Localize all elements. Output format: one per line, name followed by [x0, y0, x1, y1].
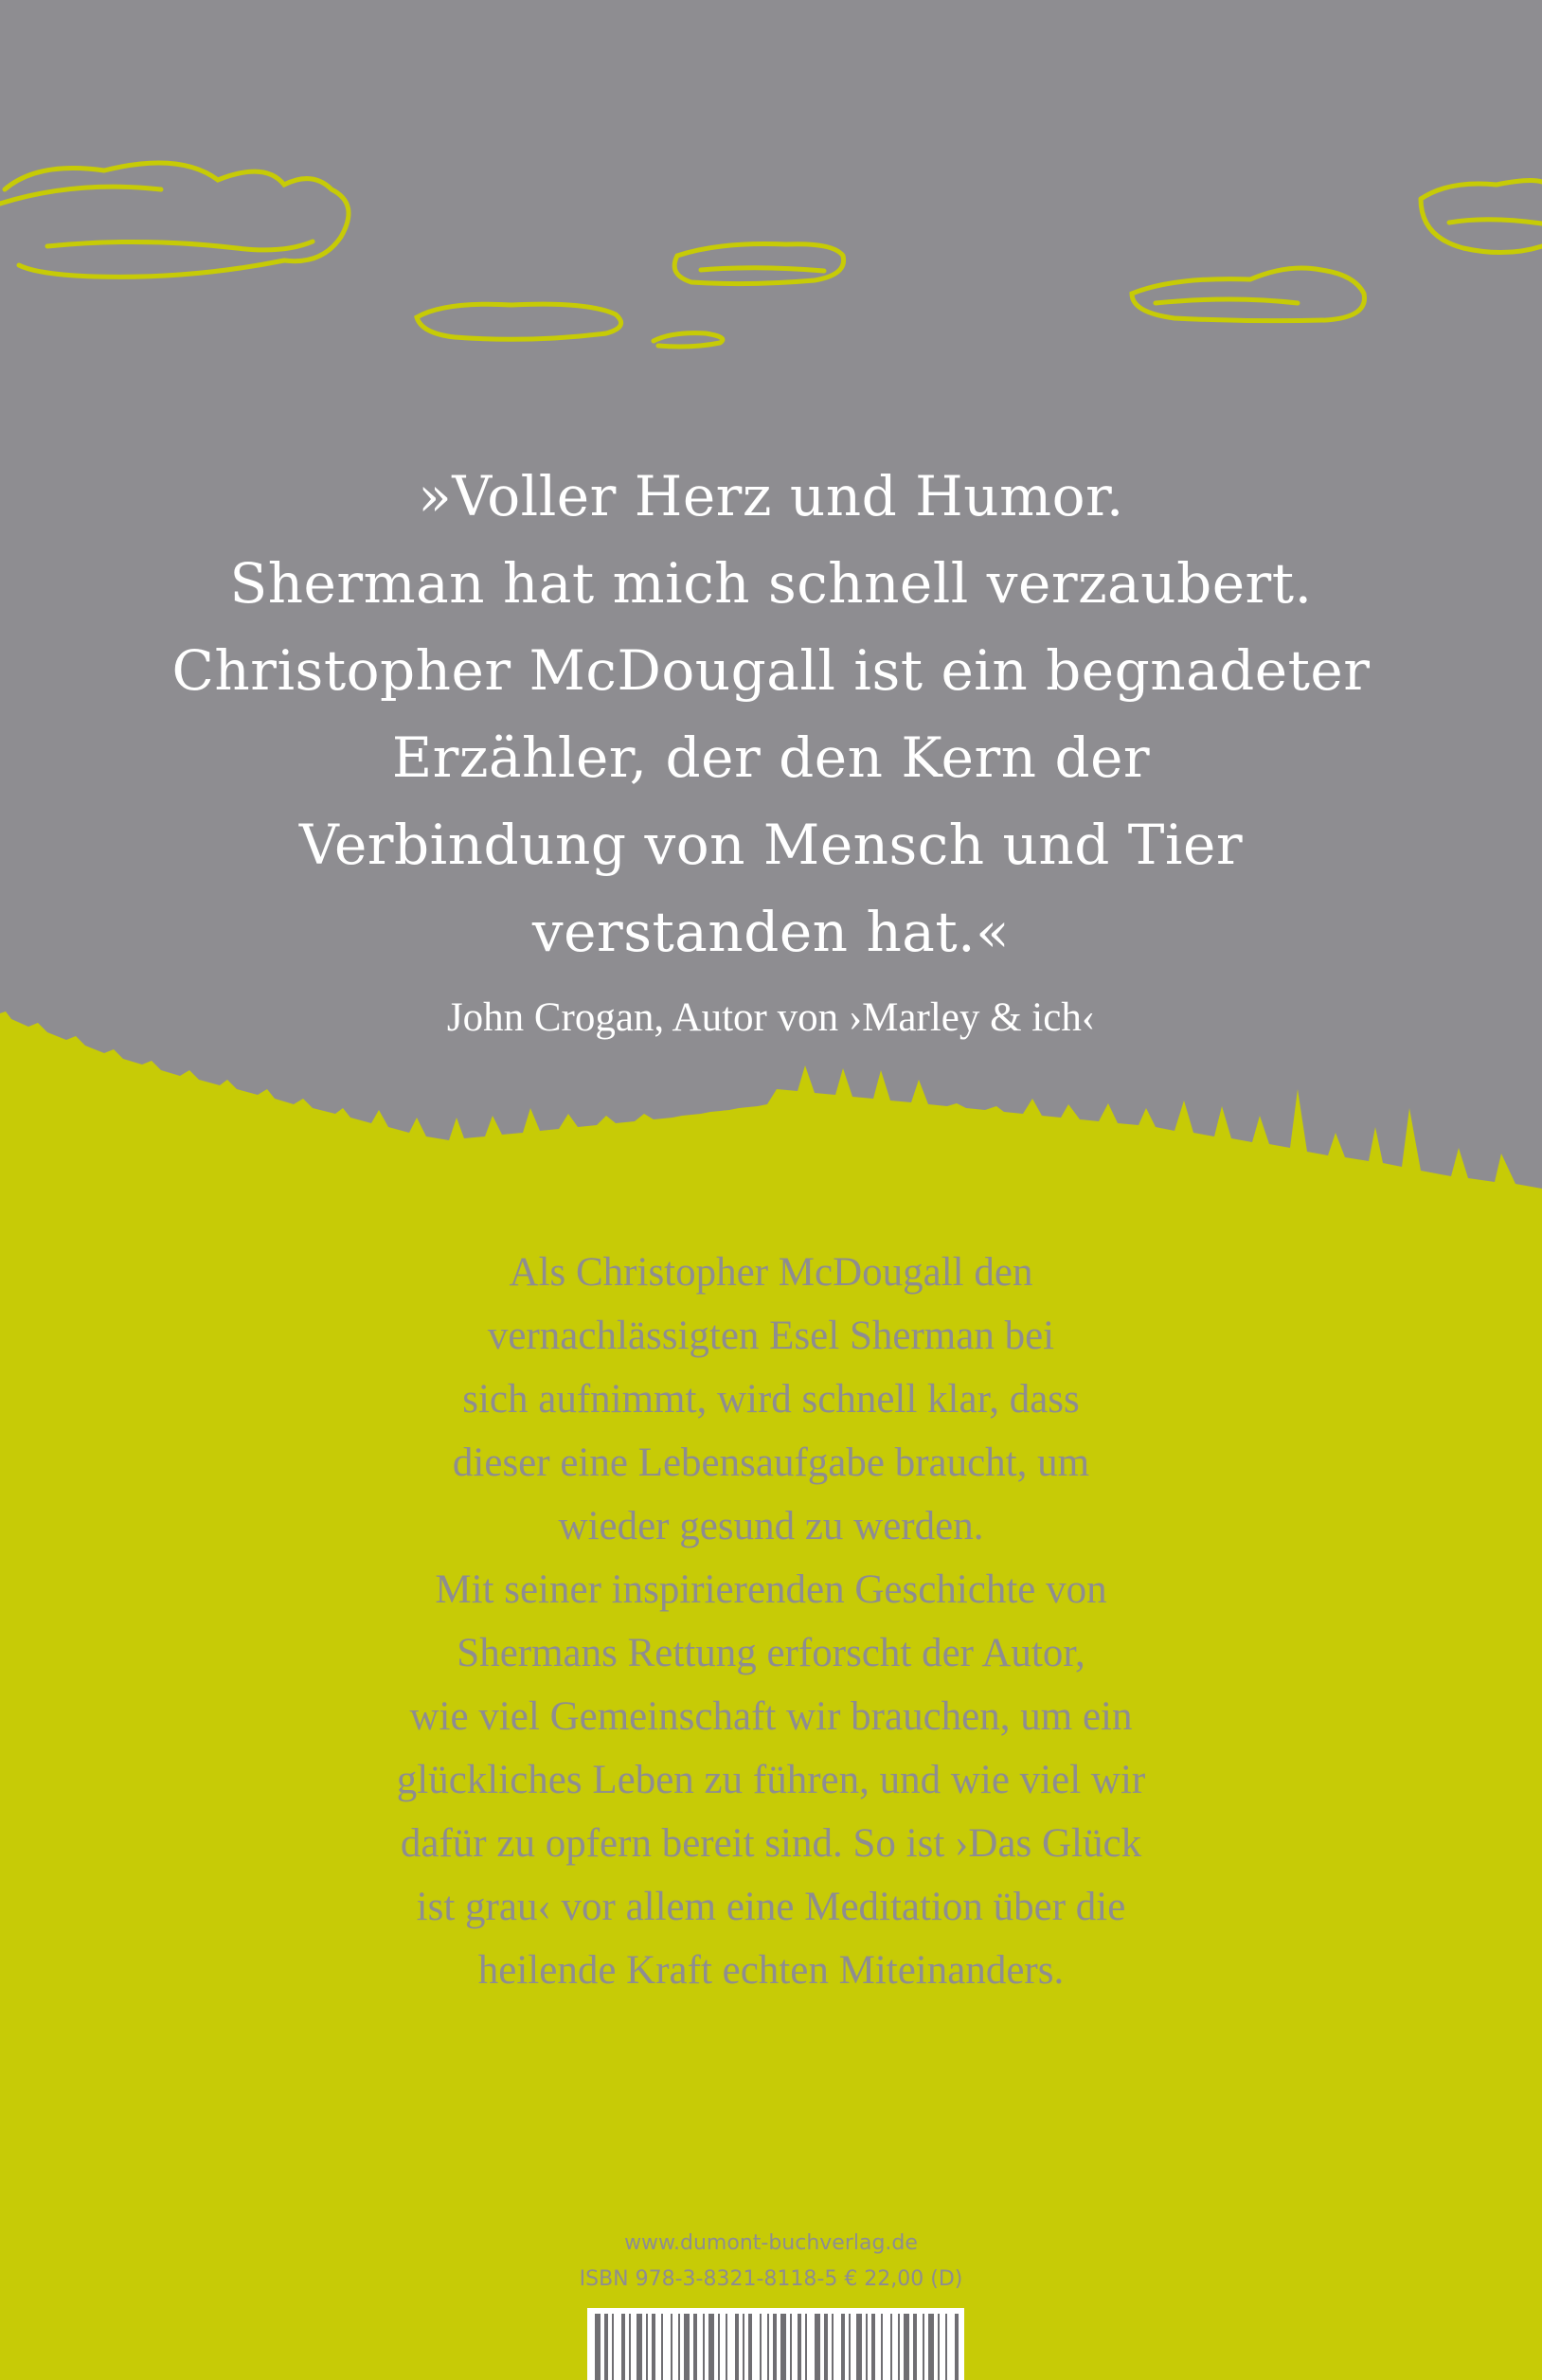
barcode-bar [773, 2314, 777, 2380]
blurb-line: wieder gesund zu werden. [558, 1504, 984, 1548]
barcode [587, 2308, 964, 2380]
quote-line: Verbindung von Mensch und Tier [298, 813, 1244, 877]
blurb-line: vernachlässigten Esel Sherman bei [487, 1314, 1055, 1358]
barcode-bar [898, 2314, 900, 2380]
barcode-bar [661, 2314, 663, 2380]
barcode-bar [693, 2314, 697, 2380]
barcode-bar [735, 2314, 739, 2380]
quote-line: Christopher McDougall ist ein begnadeter [171, 638, 1371, 703]
quote-line: »Voller Herz und Humor. [418, 464, 1124, 528]
quote-line: Sherman hat mich schnell verzaubert. [229, 551, 1313, 616]
barcode-bar [790, 2314, 792, 2380]
barcode-bar [824, 2314, 828, 2380]
barcode-bar [849, 2314, 851, 2380]
barcode-bar [798, 2314, 801, 2380]
barcode-bar [945, 2314, 947, 2380]
barcode-bar [780, 2314, 786, 2380]
barcode-bar [881, 2314, 883, 2380]
barcode-bar [652, 2314, 655, 2380]
blurb-line: Shermans Rettung erforscht der Autor, [457, 1631, 1085, 1675]
barcode-bar [871, 2314, 875, 2380]
barcode-bar [743, 2314, 744, 2380]
barcode-bar [938, 2314, 940, 2380]
barcode-bar [671, 2314, 672, 2380]
barcode-bar [604, 2314, 608, 2380]
barcode-bar [890, 2314, 892, 2380]
barcode-bar [748, 2314, 752, 2380]
barcode-bar [866, 2314, 868, 2380]
blurb-line: ist grau‹ vor allem eine Meditation über die [416, 1885, 1126, 1929]
barcode-bar [913, 2314, 917, 2380]
blurb-line: glückliches Leben zu führen, und wie viel wir [396, 1758, 1146, 1802]
barcode-bar [684, 2314, 690, 2380]
barcode-bar [955, 2314, 959, 2380]
blurb-line: wie viel Gemeinschaft wir brauchen, um ein [409, 1694, 1133, 1739]
barcode-bar [767, 2314, 769, 2380]
barcode-bar [703, 2314, 705, 2380]
blurb-line: Mit seiner inspirierenden Geschichte von [435, 1567, 1107, 1612]
barcode-bar [760, 2314, 762, 2380]
blurb-line: heilende Kraft echten Miteinanders. [477, 1948, 1065, 1993]
barcode-bar [708, 2314, 714, 2380]
barcode-bar [629, 2314, 631, 2380]
blurb-line: sich aufnimmt, wird schnell klar, dass [462, 1377, 1080, 1422]
barcode-bar [646, 2314, 648, 2380]
barcode-bar [805, 2314, 807, 2380]
barcode-bar [841, 2314, 845, 2380]
barcode-bar [595, 2314, 601, 2380]
barcode-bar [718, 2314, 720, 2380]
isbn-price: ISBN 978-3-8321-8118-5 € 22,00 (D) [579, 2267, 963, 2291]
book-blurb [0, 1241, 1542, 2002]
barcode-bar [923, 2314, 924, 2380]
barcode-bar [904, 2314, 909, 2380]
barcode-bar [678, 2314, 680, 2380]
barcode-bar [612, 2314, 614, 2380]
blurb-line: dieser eine Lebensaufgabe braucht, um [452, 1441, 1090, 1485]
barcode-bar [856, 2314, 862, 2380]
barcode-bar [815, 2314, 820, 2380]
quote-attribution: John Crogan, Autor von ›Marley & ich‹ [446, 995, 1096, 1040]
quote-line: Erzähler, der den Kern der [391, 725, 1151, 790]
review-quote [0, 453, 1542, 975]
blurb-line: dafür zu opfern bereit sind. So ist ›Das Glück [400, 1821, 1142, 1866]
quote-line: verstanden hat.« [531, 900, 1011, 964]
barcode-bar [726, 2314, 727, 2380]
barcode-bars [587, 2308, 964, 2380]
blurb-line: Als Christopher McDougall den [509, 1250, 1033, 1295]
barcode-bar [637, 2314, 642, 2380]
barcode-bar [621, 2314, 625, 2380]
publisher-url: www.dumont-buchverlag.de [624, 2231, 918, 2255]
barcode-bar [832, 2314, 834, 2380]
barcode-bar [928, 2314, 934, 2380]
